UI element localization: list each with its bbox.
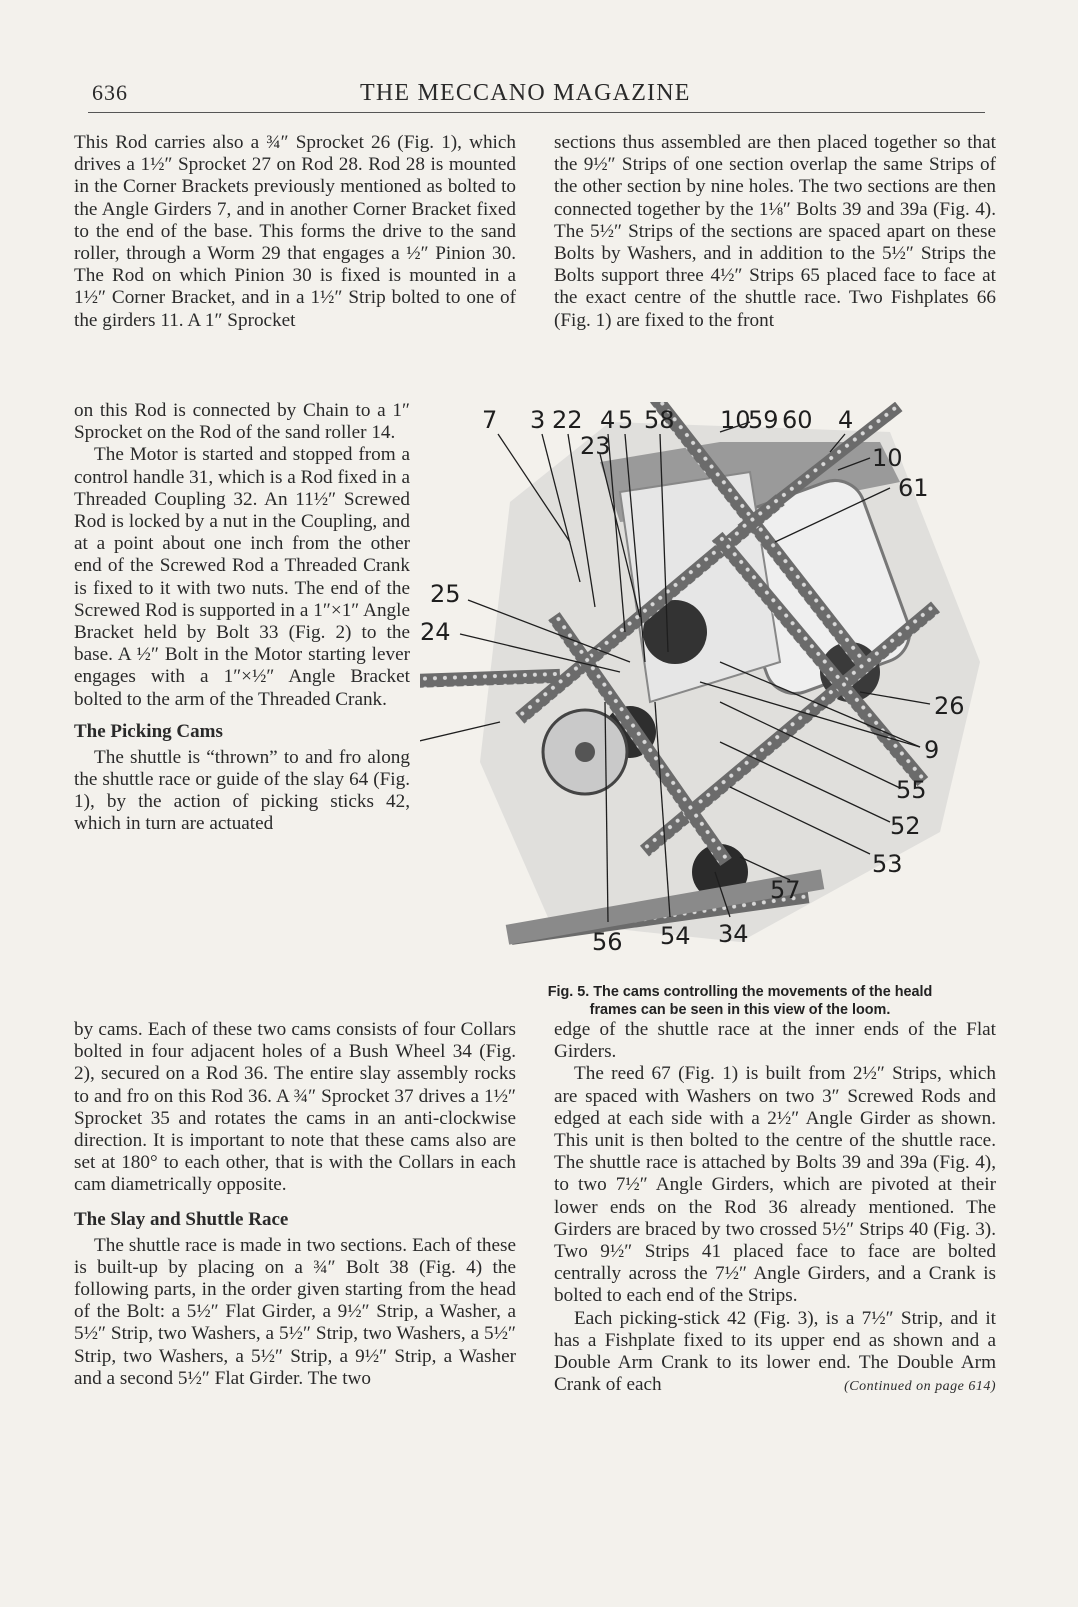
paragraph: The shuttle race is made in two sections. Each of these is built-up by placing on a ¾″ Bolt 38 (Fig. 4) the following parts, in the order given starting from the head of the Bolt: a 5½″ Flat Girder, a 9½″ Strip, a Washer, a 5½″ Strip, two Washers, a 5½″ Strip, two Washers, a 5½″ Strip, two Washers, a 5½″ Strip, a 9½″ Strip, a Washer and a second 5½″ Flat Girder. The two <box>74 1234 516 1389</box>
callout-34: 34 <box>718 920 749 948</box>
callout-57: 57 <box>770 876 801 904</box>
page-header <box>88 80 988 110</box>
callout-53: 53 <box>872 850 903 878</box>
paragraph: by cams. Each of these two cams consists of four Collars bolted in four adjacent holes of a Bush Wheel 34 (Fig. 2), secured on a Rod 36. The entire slay assembly rocks to and fro on this Rod 36. A ¾″ Sprocket 37 drives a 1½″ Sprocket 35 and rotates the cams in an anti-clockwise direction. It is important to note that these cams also are set at 180° to each other, that is with the Collars in each cam diametrically opposite. <box>74 1019 516 1196</box>
section-heading-slay: The Slay and Shuttle Race <box>74 1208 289 1230</box>
caption-line-1: Fig. 5. The cams controlling the movements of the heald <box>547 984 933 1000</box>
callout-60: 60 <box>782 406 813 434</box>
callout-5: 5 <box>618 406 634 434</box>
paragraph: The shuttle is “thrown” to and fro along the shuttle race or guide of the slay 64 (Fig. 1), by the action of picking sticks 42, which in turn are actuated <box>74 746 410 835</box>
callout-10: 10 <box>720 406 751 434</box>
paragraph: This Rod carries also a ¾″ Sprocket 26 (Fig. 1), which drives a 1½″ Sprocket 27 on Rod 28. Rod 28 is mounted in the Corner Brackets previously mentioned as bolted to the Angle Girders 7, and in another Corner Bracket fixed to the end of the base. This forms the drive to the sand roller, through a Worm 29 that engages a ½″ Pinion 30. The Rod on which Pinion 30 is fixed is mounted in a 1½″ Corner Bracket, and in a 1½″ Strip bolted to one of the girders 11. A 1″ Sprocket <box>74 132 516 331</box>
callout-3: 3 <box>530 406 546 434</box>
callout-61: 61 <box>898 474 929 502</box>
paragraph: on this Rod is connected by Chain to a 1″ Sprocket on the Rod of the sand roller 14. <box>74 400 410 444</box>
left-column-wrapped <box>74 400 410 836</box>
page-number: 636 <box>92 80 128 105</box>
callout-4b: 4 <box>838 406 854 434</box>
right-column-top <box>554 132 996 332</box>
left-column-top <box>74 132 516 332</box>
callout-55: 55 <box>896 776 927 804</box>
callout-24: 24 <box>420 618 451 646</box>
callout-52: 52 <box>890 812 921 840</box>
callout-22: 22 <box>552 406 583 434</box>
callout-54: 54 <box>660 922 691 950</box>
loom-figure <box>420 402 1010 982</box>
paragraph: The Motor is started and stopped from a control handle 31, which is a Rod fixed in a Threaded Coupling 32. An 11½″ Screwed Rod is locked by a nut in the Coupling, and at a point about one inch from the other end of the Screwed Rod a Threaded Crank is fixed to it with two nuts. The end of the Screwed Rod is supported in a 1″×1″ Angle Bracket held by Bolt 33 (Fig. 2) to the base. A ½″ Bolt in the Motor starting lever engages with a 1″×½″ Angle Bracket bolted to the arm of the Threaded Crank. <box>74 444 410 710</box>
callout-42 <box>420 788 421 816</box>
callout-11 <box>420 740 421 768</box>
callout-59: 59 <box>748 406 779 434</box>
left-column-bottom <box>74 1019 516 1390</box>
paragraph: edge of the shuttle race at the inner ends of the Flat Girders. <box>554 1019 996 1063</box>
continued-note: (Continued on page 614) <box>844 1379 996 1395</box>
section-heading-picking-cams: The Picking Cams <box>74 720 223 742</box>
paragraph: The reed 67 (Fig. 1) is built from 2½″ Strips, which are spaced with Washers on two 3″ Screwed Rods and edged at each side with a 2½″ Angle Girder as shown. This unit is then bolted to the centre of the shuttle race. The shuttle race is attached by Bolts 39 and 39a (Fig. 4), to two 7½″ Angle Girders, which are pivoted at their lower ends on the Rod 36 already mentioned. The Girders are braced by two crossed 5½″ Strips 40 (Fig. 3). Two 9½″ Strips 41 placed face to face are bolted centrally across the 7½″ Angle Girders, and a Crank is bolted to each end of the Strips. <box>554 1063 996 1307</box>
callout-9: 9 <box>924 736 940 764</box>
callout-7: 7 <box>482 406 498 434</box>
magazine-title: THE MECCANO MAGAZINE <box>360 80 691 106</box>
callout-25: 25 <box>430 580 461 608</box>
paragraph: Each picking-stick 42 (Fig. 3), is a 7½″ Strip, and it has a Fishplate fixed to its upper end as shown and a Double Arm Crank to its lower end. The Double Arm Crank of each <box>554 1307 996 1396</box>
header-rule <box>88 112 985 113</box>
loom-photo <box>420 402 1010 982</box>
paragraph: sections thus assembled are then placed together so that the 9½″ Strips of one section overlap the same Strips of the other section by nine holes. The two sections are then connected together by the 1⅛″ Bolts 39 and 39a (Fig. 4). The 5½″ Strips of the sections are spaced apart on these Bolts by Washers, and in addition to the 5½″ Strips the Bolts support three 4½″ Strips 65 placed face to face at the exact centre of the shuttle race. Two Fishplates 66 (Fig. 1) are fixed to the front <box>554 132 996 331</box>
callout-26: 26 <box>934 692 965 720</box>
callout-23: 23 <box>580 432 611 460</box>
figure-caption <box>470 983 1010 1019</box>
callout-10b: 10 <box>872 444 903 472</box>
callout-58: 58 <box>644 406 675 434</box>
caption-line-2: frames can be seen in this view of the loom. <box>589 1002 891 1018</box>
callout-56: 56 <box>592 928 623 956</box>
right-column-bottom <box>554 1019 996 1399</box>
callout-4: 4 <box>600 406 616 434</box>
